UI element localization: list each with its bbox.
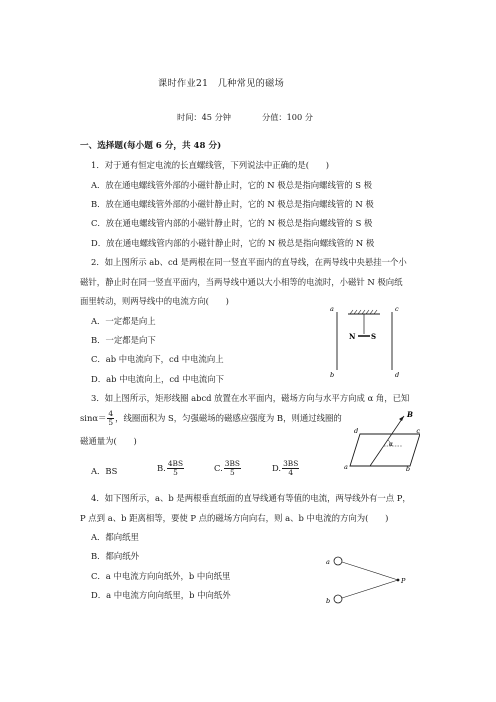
q2-stem-line3: 面里转动，则两导线中的电流方向( ) xyxy=(80,296,229,306)
label-N: N xyxy=(349,332,356,341)
fraction-denominator: 5 xyxy=(230,468,235,477)
label-alpha: α xyxy=(389,441,394,448)
page-title: 课时作业21 几种常见的磁场 xyxy=(158,78,285,89)
total-score: 分值：100 分 xyxy=(262,112,313,122)
q3-option-a: A．BS xyxy=(91,466,118,476)
fraction-numerator: 3BS xyxy=(224,459,240,468)
q3-option-d xyxy=(272,460,300,477)
label-S: S xyxy=(371,332,377,341)
fraction-denominator: 5 xyxy=(173,468,178,477)
q2-figure xyxy=(318,300,408,382)
label-b: b xyxy=(330,371,335,379)
fraction-denominator: 5 xyxy=(108,418,114,427)
sin-alpha-prefix: sinα＝ xyxy=(80,413,107,423)
label-P: P xyxy=(401,577,406,585)
time-limit: 时间：45 分钟 xyxy=(177,112,231,122)
q3-stem-line2 xyxy=(80,410,342,427)
q3-figure xyxy=(340,408,420,474)
option-fraction xyxy=(224,460,241,477)
q4-figure xyxy=(322,550,412,612)
option-letter: C. xyxy=(214,463,223,473)
q3-stem-line3: 磁通量为( ) xyxy=(80,436,137,446)
section-title: 一、选择题(每小题 6 分，共 48 分) xyxy=(80,141,222,151)
line-b-to-P xyxy=(342,580,398,598)
q1-stem: 1．对于通有恒定电流的长直螺线管，下列说法中正确的是( ) xyxy=(91,160,329,170)
label-b: b xyxy=(326,597,331,605)
label-d: d xyxy=(354,427,359,435)
sin-alpha-fraction xyxy=(107,410,114,427)
q1-option-d: D．放在通电螺线管内部的小磁针静止时，它的 N 极总是指向螺线管的 N 极 xyxy=(91,238,375,248)
label-d: d xyxy=(395,371,400,379)
field-line-B xyxy=(370,416,404,466)
q4-option-d: D．a 中电流方向向纸里，b 中向纸外 xyxy=(91,590,231,600)
option-fraction xyxy=(167,460,184,477)
q2-option-b: B．一定都是向下 xyxy=(91,335,156,345)
fraction-denominator: 4 xyxy=(288,468,294,477)
q3-option-b xyxy=(157,460,185,477)
label-a: a xyxy=(344,463,348,471)
option-letter: B. xyxy=(157,463,166,473)
q4-option-c: C．a 中电流方向向纸外，b 中向纸里 xyxy=(91,571,231,581)
label-B: B xyxy=(407,410,413,419)
q1-option-c: C．放在通电螺线管内部的小磁针静止时，它的 N 极总是指向螺线管的 S 极 xyxy=(91,218,373,228)
wire-a-circle xyxy=(334,557,342,565)
option-letter: D. xyxy=(272,463,282,473)
line-a-to-P xyxy=(342,562,398,580)
wire-b-circle xyxy=(334,595,342,603)
q2-stem-line2: 磁针，静止时在同一竖直平面内，当两导线中通以大小相等的电流时，小磁针 N 极向纸 xyxy=(80,277,403,287)
q3-stem-line1: 3．如上图所示，矩形线圈 abcd 放置在水平面内，磁场方向与水平方向成 α 角，已知 xyxy=(91,393,410,403)
q1-option-a: A．放在通电螺线管外部的小磁针静止时，它的 N 极总是指向螺线管的 S 极 xyxy=(91,180,373,190)
ceiling-hatch xyxy=(350,310,377,314)
coil-abcd xyxy=(350,434,420,466)
q4-stem-line2: P 点到 a、b 距离相等，要使 P 点的磁场方向向右，则 a、b 中电流的方向为( ) xyxy=(80,513,389,523)
q4-option-a: A．都向纸里 xyxy=(91,532,139,542)
q2-option-c: C．ab 中电流向下，cd 中电流向上 xyxy=(91,354,224,364)
q1-option-b: B．放在通电螺线管外部的小磁针静止时，它的 N 极总是指向螺线管的 N 极 xyxy=(91,199,374,209)
point-P xyxy=(397,579,400,582)
q2-stem-line1: 2．如上图所示 ab、cd 是两根在同一竖直平面内的直导线，在两导线中央悬挂一个小 xyxy=(91,257,407,267)
fraction-numerator: 3BS xyxy=(283,459,299,468)
q2-option-d: D．ab 中电流向上，cd 中电流向下 xyxy=(91,374,224,384)
label-a: a xyxy=(330,305,334,313)
label-a: a xyxy=(326,558,330,566)
q4-stem-line1: 4．如下图所示，a、b 是两根垂直纸面的直导线通有等值的电流，两导线外有一点 P， xyxy=(91,493,411,503)
fraction-numerator: 4BS xyxy=(167,459,184,468)
label-c: c xyxy=(416,427,420,435)
option-fraction xyxy=(282,460,299,477)
field-arrow xyxy=(399,416,404,421)
label-c: c xyxy=(395,305,399,313)
q2-option-a: A．一定都是向上 xyxy=(91,316,156,326)
label-b: b xyxy=(405,465,410,473)
fraction-numerator: 4 xyxy=(108,409,114,418)
q4-option-b: B．都向纸外 xyxy=(91,551,140,561)
q3-stem-rest: ，线圈面积为 S，匀强磁场的磁感应强度为 B，则通过线圈的 xyxy=(115,413,342,423)
q3-option-c xyxy=(214,460,242,477)
